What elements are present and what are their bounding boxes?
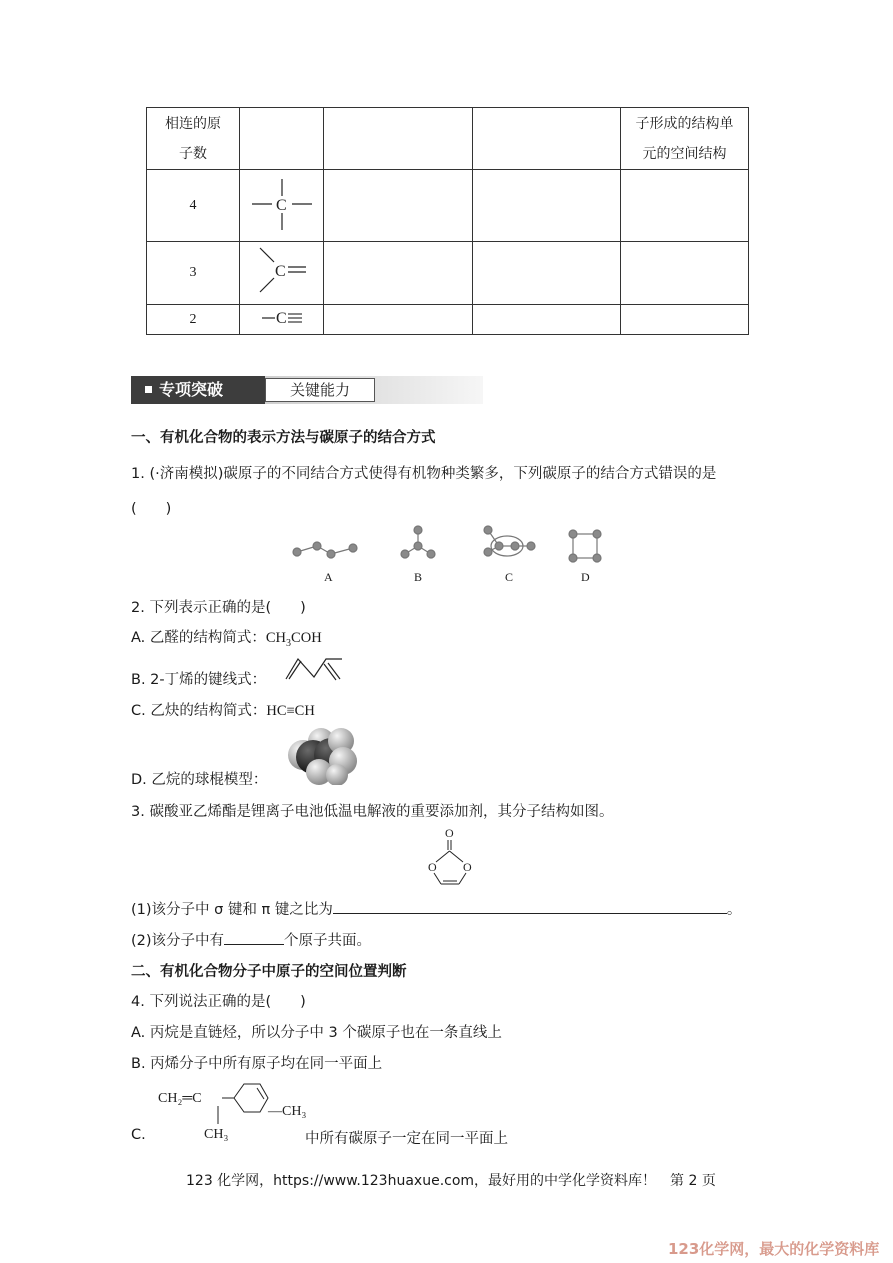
answer-blank[interactable]: [224, 930, 284, 945]
header-line-2: 元的空间结构: [642, 145, 727, 162]
banner-title-block: [131, 376, 265, 404]
formula-ch: CH: [265, 630, 287, 646]
header-cell-spatial: [621, 108, 749, 170]
atom-o-right: O: [463, 860, 472, 874]
page-footer: 123 化学网，https://www.123huaxue.com，最好用的中学化学资料库！ 第 2 页: [186, 1173, 716, 1189]
option-b-text: B. 丙烯分子中所有原子均在同一平面上: [131, 1056, 383, 1072]
formula-subscript: 3: [286, 637, 292, 649]
trigonal-carbon-icon: [242, 242, 322, 300]
sub-question-2-end: 个原子共面。: [284, 933, 372, 949]
option-a-text: A. 丙烷是直链烃，所以分子中 3 个碳原子也在一条直线上: [131, 1025, 502, 1041]
question-2-text: 2. 下列表示正确的是( ): [131, 600, 306, 616]
svg-text:C: C: [275, 196, 287, 214]
table-cell: [621, 170, 749, 242]
group-ch2-c: CH₂═C: [158, 1091, 202, 1106]
atom-count-cell: 4: [147, 170, 240, 242]
linear-carbon-icon: [242, 306, 322, 330]
option-b-label: B. 2-丁烯的键线式：: [131, 672, 267, 688]
table-cell: [324, 170, 473, 242]
sub-question-1-text: (1)该分子中 σ 键和 π 键之比为: [131, 902, 333, 918]
option-label-c: C: [505, 570, 514, 584]
atom-o-top: O: [445, 826, 454, 840]
table-cell: [324, 305, 473, 335]
sub-question-2-text: (2)该分子中有: [131, 933, 225, 949]
ethane-model-icon: [283, 727, 359, 785]
option-a-skeleton: [293, 542, 357, 558]
table-cell: [324, 242, 473, 305]
vinylene-carbonate-structure: [420, 826, 480, 888]
table-cell: [621, 305, 749, 335]
option-c-text: 中所有碳原子一定在同一平面上: [305, 1131, 508, 1147]
section-banner: [131, 376, 483, 404]
atom-o-left: O: [428, 860, 437, 874]
option-b-skeleton: [401, 526, 435, 558]
option-label-b: B: [414, 570, 423, 584]
option-d-skeleton: [569, 530, 601, 562]
acetylene-formula: HC≡CH: [266, 703, 315, 719]
option-c-skeleton: [484, 526, 535, 556]
header-cell-empty: [324, 108, 473, 170]
option-c-line: [131, 699, 315, 720]
answer-blank[interactable]: [333, 899, 727, 914]
site-watermark: 123化学网，最大的化学资料库: [668, 1240, 880, 1258]
structure-cell: [240, 242, 324, 305]
svg-text:C: C: [275, 309, 287, 327]
question-1-text: 1. (·济南模拟)碳原子的不同结合方式使得有机物种类繁多，下列碳原子的结合方式错误的是: [131, 466, 717, 482]
tetrahedral-carbon-icon: [242, 174, 322, 234]
table-cell: [473, 305, 621, 335]
option-c-label: C. 乙炔的结构简式：: [131, 703, 267, 719]
section-heading: 一、有机化合物的表示方法与碳原子的结合方式: [131, 430, 436, 446]
limonene-like-structure: [156, 1080, 306, 1146]
header-cell-atom-count: [147, 108, 240, 170]
answer-paren: ( ): [131, 501, 172, 517]
sub-question-1: [131, 898, 741, 919]
table-cell: [621, 242, 749, 305]
option-c-label: C.: [131, 1127, 146, 1143]
structure-cell: [240, 305, 324, 335]
banner-title: 专项突破: [159, 380, 224, 399]
table-cell: [473, 170, 621, 242]
question-3-text: 3. 碳酸亚乙烯酯是锂离子电池低温电解液的重要添加剂，其分子结构如图。: [131, 804, 614, 820]
header-line-1: 子形成的结构单: [635, 115, 734, 132]
structure-table: [146, 107, 749, 335]
sub-question-2: [131, 929, 371, 950]
banner-subtitle: 关键能力: [265, 378, 375, 402]
structure-cell: [240, 170, 324, 242]
header-cell-empty: [240, 108, 324, 170]
header-line-1: 相连的原: [165, 115, 221, 132]
group-ch3-bottom: CH₃: [204, 1127, 229, 1142]
carbon-skeleton-options: [285, 520, 625, 590]
option-d-label: D. 乙烷的球棍模型：: [131, 772, 268, 788]
header-line-2: 子数: [179, 145, 207, 162]
option-a-label: A. 乙醛的结构简式：: [131, 630, 266, 646]
square-bullet-icon: [145, 386, 152, 393]
group-ch3-right: —CH₃: [268, 1104, 306, 1119]
option-a-line: [131, 626, 322, 649]
butene-skeletal-icon: [284, 655, 346, 681]
sub-question-1-end: 。: [726, 902, 742, 918]
atom-count-cell: 2: [147, 305, 240, 335]
atom-count-cell: 3: [147, 242, 240, 305]
table-cell: [473, 242, 621, 305]
section-heading: 二、有机化合物分子中原子的空间位置判断: [131, 964, 407, 980]
option-label-d: D: [581, 570, 590, 584]
question-4-text: 4. 下列说法正确的是( ): [131, 994, 306, 1010]
svg-text:C: C: [274, 263, 286, 280]
option-label-a: A: [324, 570, 333, 584]
formula-coh: COH: [291, 630, 322, 646]
header-cell-empty: [473, 108, 621, 170]
